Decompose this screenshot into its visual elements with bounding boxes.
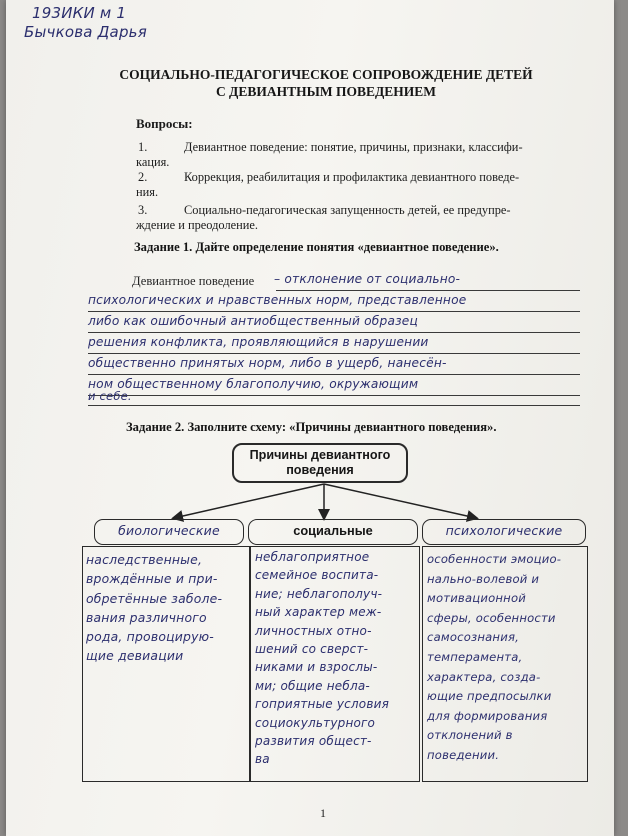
arrow-to-bio bbox=[174, 484, 324, 518]
bio-line: щие девиации bbox=[86, 648, 184, 664]
psych-line: для формирования bbox=[427, 708, 548, 723]
psych-line: особенности эмоцио- bbox=[427, 552, 562, 566]
title-line-1: СОЦИАЛЬНО-ПЕДАГОГИЧЕСКОЕ СОПРОВОЖДЕНИЕ ДЕТЕЙ bbox=[119, 67, 533, 82]
social-line: социокультурного bbox=[255, 715, 376, 730]
category-box-psych bbox=[422, 519, 586, 545]
answer-line-4: решения конфликта, проявляющийся в нарушении bbox=[88, 335, 429, 349]
answer-line-7: и себе. bbox=[88, 389, 132, 403]
question-2-number: 2. bbox=[138, 170, 148, 184]
social-line: никами и взрослы- bbox=[255, 660, 378, 675]
social-line: ва bbox=[255, 752, 270, 767]
bio-line: вания различного bbox=[86, 609, 207, 625]
social-line: гоприятные условия bbox=[255, 697, 390, 712]
question-3-text: Социально-педагогическая запущенность детей, ее предупре- bbox=[184, 203, 511, 217]
social-line: шений со сверст- bbox=[255, 642, 369, 657]
task-2-heading: Задание 2. Заполните схему: «Причины девиантного поведения». bbox=[126, 420, 497, 434]
questions-heading: Вопросы: bbox=[136, 116, 193, 131]
social-line: личностных отно- bbox=[255, 623, 372, 638]
category-social-label: социальные bbox=[293, 523, 373, 538]
question-3-number: 3. bbox=[138, 203, 148, 217]
social-line: семейное воспита- bbox=[255, 568, 379, 583]
page-number: 1 bbox=[320, 806, 326, 820]
definition-label: Девиантное поведение bbox=[132, 274, 255, 288]
psych-line: поведении. bbox=[427, 747, 500, 762]
psych-line: отклонений в bbox=[427, 728, 513, 743]
social-column-text bbox=[255, 548, 389, 769]
social-line: ный характер меж- bbox=[255, 605, 382, 620]
title-line-2: С ДЕВИАНТНЫМ ПОВЕДЕНИЕМ bbox=[215, 84, 437, 99]
task-1-heading: Задание 1. Дайте определение понятия «девиантное поведение». bbox=[134, 240, 499, 254]
answer-line-2: психологических и нравственных норм, представленное bbox=[88, 293, 467, 307]
psych-line: характера, созда- bbox=[427, 669, 541, 684]
category-box-bio bbox=[94, 519, 244, 545]
answer-line-5: общественно принятых норм, либо в ущерб, нанесён- bbox=[88, 356, 447, 370]
question-2-continued: ния. bbox=[136, 185, 159, 199]
question-2-text: Коррекция, реабилитация и профилактика девиантного поведе- bbox=[184, 170, 520, 184]
social-line: ние; неблагополуч- bbox=[255, 586, 383, 601]
handwritten-student-name: Бычкова Дарья bbox=[24, 23, 147, 41]
psych-line: сферы, особенности bbox=[427, 610, 556, 625]
social-line: неблагоприятное bbox=[255, 550, 370, 564]
scheme-root-line-1: Причины девиантного bbox=[249, 448, 391, 462]
psych-line: темперамента, bbox=[427, 649, 523, 664]
arrow-to-psych bbox=[324, 484, 476, 518]
bio-column-text bbox=[86, 550, 222, 666]
scheme-root-line-2: поведения bbox=[286, 463, 354, 477]
psych-line: нально-волевой и bbox=[427, 571, 540, 586]
question-1-text: Девиантное поведение: понятие, причины, признаки, классифи- bbox=[184, 140, 523, 154]
answer-line-3: либо как ошибочный антиобщественный образец bbox=[88, 314, 419, 328]
psych-line: мотивационной bbox=[427, 591, 526, 606]
question-1-number: 1. bbox=[138, 140, 148, 154]
question-1-continued: кация. bbox=[136, 155, 170, 169]
question-3-continued: ждение и преодоление. bbox=[136, 218, 258, 232]
bio-line: рода, провоцирую- bbox=[86, 629, 214, 645]
psych-line: ющие предпосылки bbox=[427, 689, 552, 704]
worksheet-page bbox=[6, 0, 614, 836]
bio-line: обретённые заболе- bbox=[86, 590, 223, 606]
category-box-social bbox=[248, 519, 418, 545]
bio-line: врождённые и при- bbox=[86, 571, 218, 587]
bio-line: наследственные, bbox=[86, 552, 203, 567]
category-bio-label: биологические bbox=[118, 523, 220, 538]
social-line: ми; общие небла- bbox=[255, 678, 370, 693]
answer-line-1: – отклонение от социально- bbox=[274, 272, 461, 286]
answer-line-6: ном общественному благополучию, окружающим bbox=[88, 377, 419, 391]
handwritten-group: 193ИКИ м 1 bbox=[32, 4, 127, 22]
psych-line: самосознания, bbox=[427, 630, 520, 645]
psych-column-text bbox=[427, 550, 561, 766]
category-psych-label: психологические bbox=[445, 523, 563, 538]
social-line: развития общест- bbox=[255, 734, 372, 749]
